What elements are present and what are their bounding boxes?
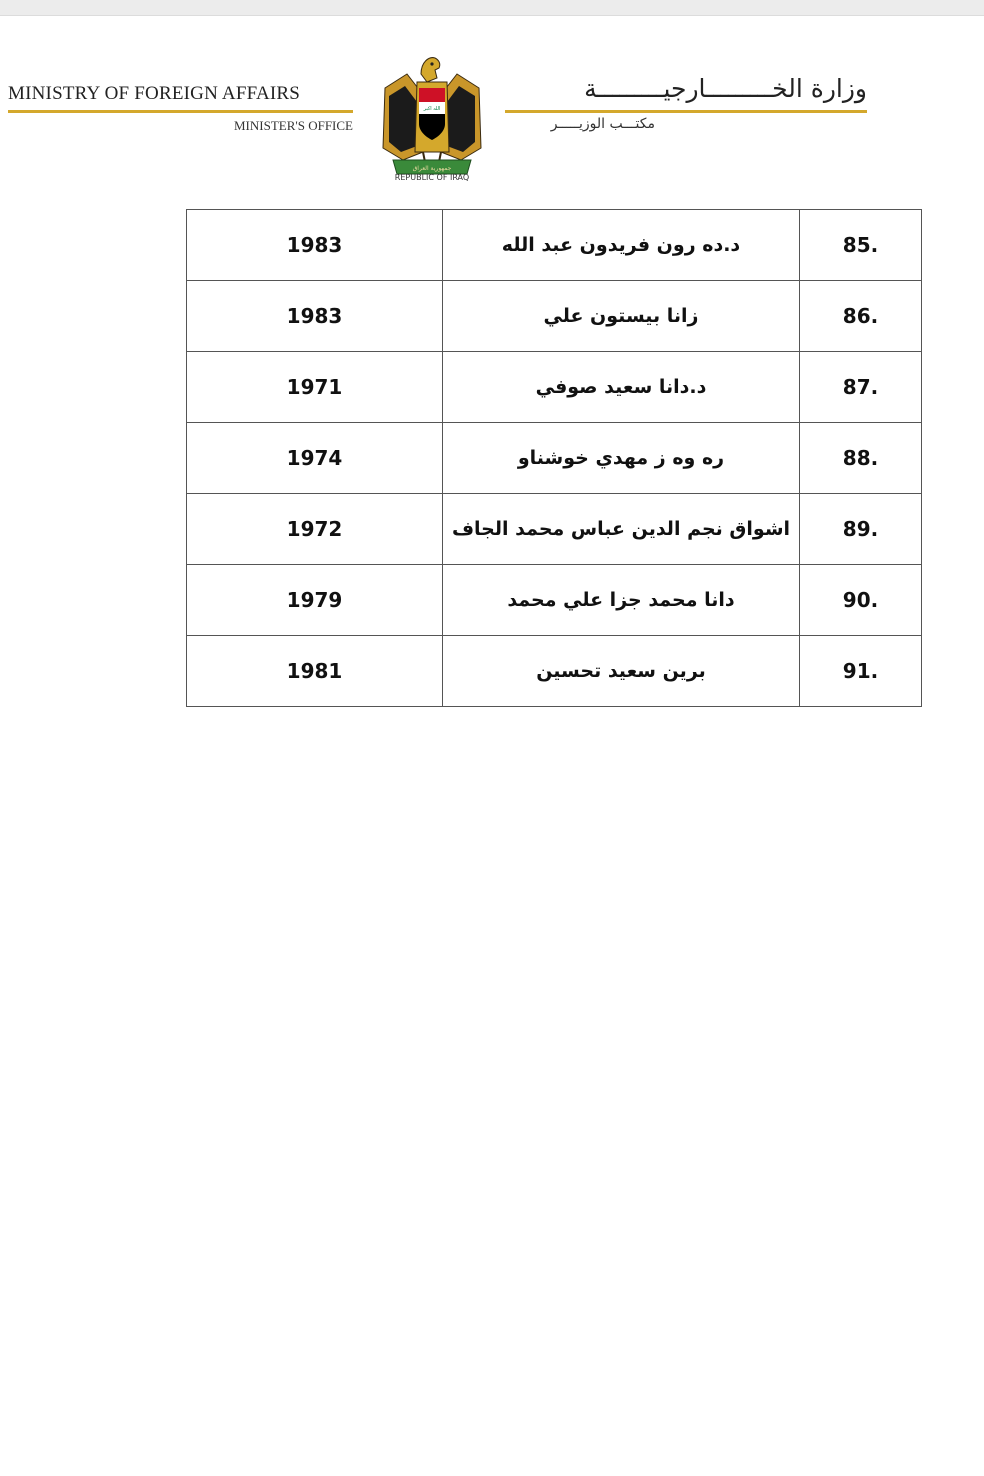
birth-year-cell: 1971 xyxy=(187,352,443,423)
serial-number-cell: 87. xyxy=(800,352,922,423)
names-table xyxy=(186,209,922,707)
name-cell: د.دانا سعيد صوفي xyxy=(443,352,800,423)
letterhead xyxy=(0,40,984,200)
serial-number-cell: 86. xyxy=(800,281,922,352)
table-row xyxy=(187,636,922,707)
serial-number-cell: 85. xyxy=(800,210,922,281)
birth-year-cell: 1981 xyxy=(187,636,443,707)
emblem-caption: REPUBLIC OF IRAQ xyxy=(394,173,470,182)
birth-year-cell: 1974 xyxy=(187,423,443,494)
name-cell: د.ده رون فريدون عبد الله xyxy=(443,210,800,281)
serial-number-cell: 91. xyxy=(800,636,922,707)
serial-number-cell: 89. xyxy=(800,494,922,565)
ministry-title-english: MINISTRY OF FOREIGN AFFAIRS xyxy=(8,83,301,104)
birth-year-cell: 1972 xyxy=(187,494,443,565)
office-subtitle-english: MINISTER'S OFFICE xyxy=(234,118,353,133)
birth-year-cell: 1983 xyxy=(187,210,443,281)
gold-rule-left xyxy=(8,110,353,113)
office-subtitle-arabic: مكتـــب الوزيـــــر xyxy=(550,116,655,132)
table-row xyxy=(187,423,922,494)
table-row xyxy=(187,352,922,423)
ministry-title-arabic: وزارة الخـــــــــارجيـــــــــة xyxy=(584,74,867,103)
iraq-eagle-emblem-icon xyxy=(377,52,487,192)
name-cell: زانا بيستون علي xyxy=(443,281,800,352)
table-row xyxy=(187,494,922,565)
name-cell: برين سعيد تحسين xyxy=(443,636,800,707)
table-row xyxy=(187,281,922,352)
top-strip xyxy=(0,0,984,16)
name-cell: دانا محمد جزا علي محمد xyxy=(443,565,800,636)
birth-year-cell: 1983 xyxy=(187,281,443,352)
table-row xyxy=(187,565,922,636)
emblem-scroll-text: جمهورية العراق xyxy=(412,165,452,172)
name-cell: ره وه ز مهدي خوشناو xyxy=(443,423,800,494)
gold-rule-right xyxy=(505,110,867,113)
table-row xyxy=(187,210,922,281)
serial-number-cell: 88. xyxy=(800,423,922,494)
birth-year-cell: 1979 xyxy=(187,565,443,636)
emblem-motto: الله اكبر xyxy=(423,106,441,112)
name-cell: اشواق نجم الدين عباس محمد الجاف xyxy=(443,494,800,565)
serial-number-cell: 90. xyxy=(800,565,922,636)
